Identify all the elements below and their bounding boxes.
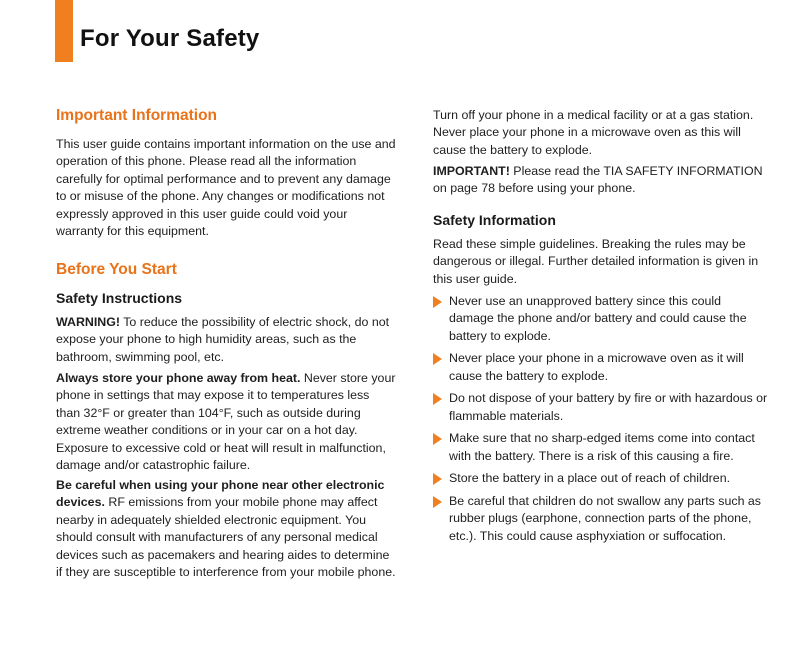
page-title: For Your Safety <box>80 25 260 52</box>
safety-instructions-heading: Safety Instructions <box>56 290 183 306</box>
safety-bullet-list <box>433 293 768 550</box>
warning-paragraph <box>56 314 396 366</box>
bullet-arrow-icon <box>433 473 442 485</box>
bullet-arrow-icon <box>433 353 442 365</box>
important-label: IMPORTANT! <box>433 164 510 178</box>
electronic-devices-paragraph <box>56 477 396 581</box>
electronic-devices-label: Be careful when using your phone near other electronic devices. <box>56 478 385 510</box>
warning-label: WARNING! <box>56 315 121 329</box>
list-item: Make sure that no sharp-edged items come into contact with the battery. There is a risk of this causing a fire. <box>433 430 768 465</box>
heat-label: Always store your phone away from heat. <box>56 371 301 385</box>
important-tia-paragraph <box>433 163 768 198</box>
before-you-start-heading: Before You Start <box>56 261 177 278</box>
heat-paragraph <box>56 370 396 474</box>
important-information-heading: Important Information <box>56 107 218 124</box>
safety-information-heading: Safety Information <box>433 212 556 228</box>
heat-text: Never store your phone in settings that may expose it to temperatures less than 32°F or greater than 104°F, such as outside during extreme weather conditions or in your car on a hot day. Exposure to excessive cold or heat will result in malfunction, damage and/or catastrophic failure. <box>56 371 396 473</box>
warning-text: To reduce the possibility of electric shock, do not expose your phone to high humidity areas, such as the bathroom, swimming pool, etc. <box>56 315 390 364</box>
bullet-arrow-icon <box>433 433 442 445</box>
important-tia-text: Please read the TIA SAFETY INFORMATION on page 78 before using your phone. <box>433 164 763 196</box>
list-item: Never place your phone in a microwave oven as it will cause the battery to explode. <box>433 350 768 385</box>
important-information-text: This user guide contains important information on the use and operation of this phone. Please read all the information carefully for optimal performance and to prevent any damage to or misuse of the phone. Any changes or modifications not expressly approved in this user guide could void your warranty for this equipment. <box>56 137 396 239</box>
list-item: Store the battery in a place out of reach of children. <box>433 470 768 487</box>
list-item: Never use an unapproved battery since this could damage the phone and/or battery and could cause the battery to explode. <box>433 293 768 345</box>
safety-information-text: Read these simple guidelines. Breaking the rules may be dangerous or illegal. Further detailed information is given in this user guide. <box>433 237 759 286</box>
bullet-arrow-icon <box>433 296 442 308</box>
header-accent-tab <box>55 0 73 62</box>
electronic-devices-text: RF emissions from your mobile phone may affect nearby in adequately shielded electronic equipment. You should consult with manufacturers of any personal medical devices such as pacemakers and hearing aides to determine if they are susceptible to interference from your mobile phone. <box>56 495 396 580</box>
list-item: Be careful that children do not swallow any parts such as rubber plugs (earphone, connection parts of the phone, etc.). This could cause asphyxiation or suffocation. <box>433 493 768 545</box>
bullet-arrow-icon <box>433 393 442 405</box>
intro-paragraph: Turn off your phone in a medical facility or at a gas station. Never place your phone in a microwave oven as this will cause the battery to explode. <box>433 108 754 157</box>
bullet-arrow-icon <box>433 496 442 508</box>
list-item: Do not dispose of your battery by fire or with hazardous or flammable materials. <box>433 390 768 425</box>
